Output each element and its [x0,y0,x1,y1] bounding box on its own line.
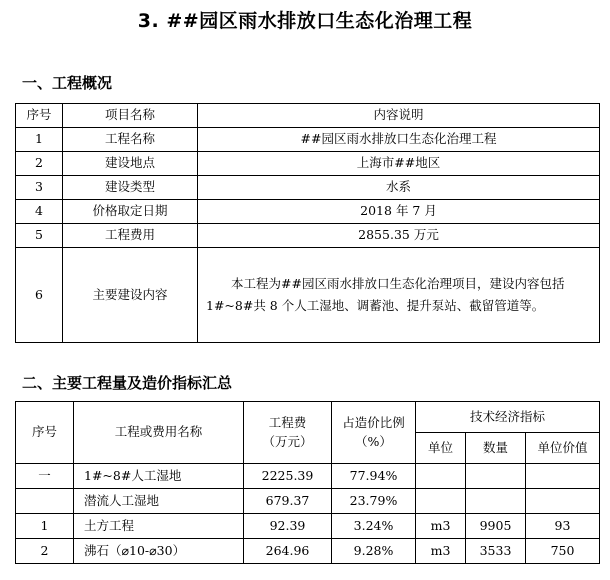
cell-item: 建设地点 [63,152,198,176]
table-header-row [16,104,600,128]
cell-unit-value: 750 [526,539,600,564]
column-header-no: 序号 [16,402,74,464]
column-header-unit-value: 单位价值 [526,433,600,464]
column-header-no: 序号 [16,104,63,128]
cell-item: 工程费用 [63,224,198,248]
cell-item: 工程名称 [63,128,198,152]
table-row [16,128,600,152]
cell-unit [416,464,466,489]
table-row [16,176,600,200]
cell-qty: 3533 [466,539,526,564]
cell-no: 2 [16,539,74,564]
cell-content: 本工程为##园区雨水排放口生态化治理项目，建设内容包括 1#~8#共 8 个人工湿地、调蓄池、提升泵站、截留管道等。 [198,248,600,343]
cell-item: 建设类型 [63,176,198,200]
cell-item: 主要建设内容 [63,248,198,343]
cell-ratio: 77.94% [332,464,416,489]
cell-cost: 92.39 [244,514,332,539]
cell-unit-value [526,464,600,489]
cell-ratio: 3.24% [332,514,416,539]
table-row [16,224,600,248]
column-header-item: 项目名称 [63,104,198,128]
table-row [16,464,600,489]
column-header-name: 工程或费用名称 [74,402,244,464]
cell-no: 3 [16,176,63,200]
cell-content: 2018 年 7 月 [198,200,600,224]
cell-unit [416,489,466,514]
table-row [16,152,600,176]
cell-unit: m3 [416,539,466,564]
table-row [16,514,600,539]
cell-unit: m3 [416,514,466,539]
document-title: 3. ##园区雨水排放口生态化治理工程 [137,10,473,32]
cell-content: 水系 [198,176,600,200]
cell-content: 上海市##地区 [198,152,600,176]
cell-no: 4 [16,200,63,224]
cell-ratio: 9.28% [332,539,416,564]
table-header-row [16,402,600,433]
table-row [16,200,600,224]
cell-ratio: 23.79% [332,489,416,514]
table-row [16,489,600,514]
cell-name: 土方工程 [74,514,244,539]
cell-qty [466,489,526,514]
column-header-cost: 工程费 （万元） [244,402,332,464]
cell-qty [466,464,526,489]
cell-cost: 264.96 [244,539,332,564]
table-row [16,539,600,564]
cell-no: 一 [16,464,74,489]
overview-table [15,103,600,343]
cell-no: 1 [16,128,63,152]
cell-name: 潜流人工湿地 [74,489,244,514]
section-heading-summary: 二、主要工程量及造价指标汇总 [22,374,233,392]
cell-cost: 679.37 [244,489,332,514]
column-header-unit: 单位 [416,433,466,464]
cell-unit-value: 93 [526,514,600,539]
cell-no: 2 [16,152,63,176]
cell-unit-value [526,489,600,514]
column-header-content: 内容说明 [198,104,600,128]
cell-content: 2855.35 万元 [198,224,600,248]
cell-no [16,489,74,514]
cell-no: 6 [16,248,63,343]
cell-content: ##园区雨水排放口生态化治理工程 [198,128,600,152]
cell-cost: 2225.39 [244,464,332,489]
section-heading-overview: 一、工程概况 [22,74,113,92]
cost-summary-table [15,401,600,564]
cell-qty: 9905 [466,514,526,539]
cell-no: 1 [16,514,74,539]
cell-name: 1#~8#人工湿地 [74,464,244,489]
table-row [16,248,600,343]
cell-item: 价格取定日期 [63,200,198,224]
column-header-qty: 数量 [466,433,526,464]
column-header-tech-index: 技术经济指标 [416,402,600,433]
cell-name: 沸石（⌀10-⌀30） [74,539,244,564]
column-header-ratio: 占造价比例 （%） [332,402,416,464]
cell-no: 5 [16,224,63,248]
